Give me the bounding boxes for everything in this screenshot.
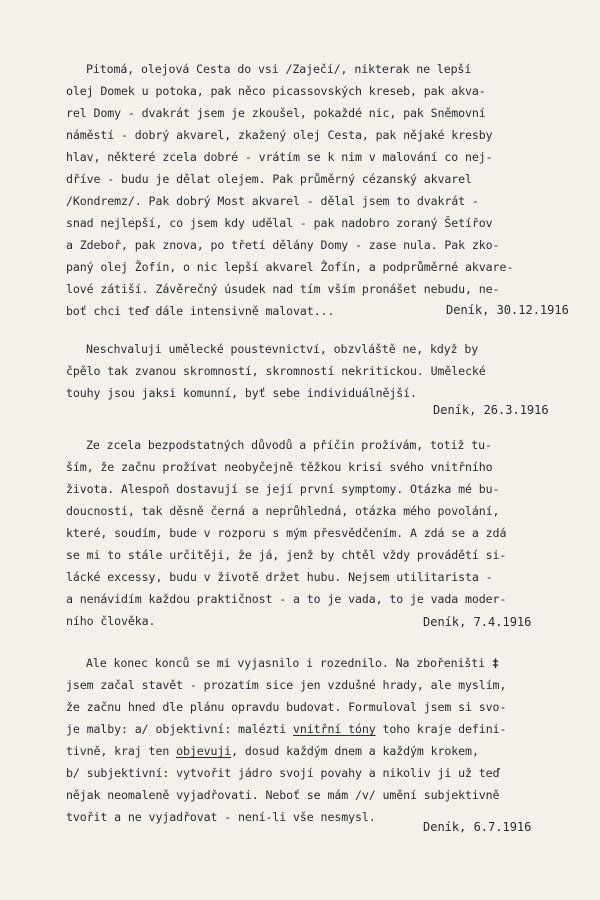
entry-3-text <box>66 434 507 632</box>
entry-4-text <box>66 652 507 828</box>
entry-1-line: snad nejlepší, co jsem kdy udělal - pak nadobro zoraný Šetířov <box>66 216 493 230</box>
entry-4-line <box>86 652 506 674</box>
entry-1-signature: Deník, 30.12.1916 <box>446 303 569 317</box>
entry-1-line: hlav, některé zcela dobré - vrátím se k nim v malování co nej- <box>66 150 493 164</box>
entry-3-line: ního člověka. <box>66 614 156 628</box>
entry-1-line: boť chci teď dále intensivně malovat... <box>66 304 335 318</box>
underlined-phrase: vnitřní tóny <box>293 722 376 736</box>
entry-2-line: touhy jsou jaksi komunní, byť sebe individuálnější. <box>66 386 417 400</box>
entry-3-signature: Deník, 7.4.1916 <box>423 615 532 629</box>
entry-4-line-1-text: Ale konec konců se mi vyjasnilo i rozednilo. Na zbořeništi <box>86 656 492 670</box>
entry-2-line: Neschvaluji umělecké poustevnictví, obzvláště ne, když by <box>86 342 479 356</box>
entry-4-line: b/ subjektivní: vytvořit jádro svojí povahy a nikoliv ji už teď <box>66 766 500 780</box>
entry-3-line: které, soudím, bude v rozporu s mým přesvědčením. A zdá se a zdá <box>66 526 507 540</box>
entry-1-line: olej Domek u potoka, pak něco picassovských kreseb, pak akva- <box>66 84 486 98</box>
entry-4-line-4-a: je malby: a/ objektivní: malézti <box>66 722 294 736</box>
entry-1-text <box>66 58 514 322</box>
entry-4-line: jsem začal stavět - prozatím sice jen vzdušné hrady, ale myslím, <box>66 678 507 692</box>
entry-3-line: lácké excessy, budu v životě držet hubu. Nejsem utilitarista - <box>66 570 493 584</box>
entry-1-line: paný olej Žofín, o nic lepší akvarel Žofín, a podprůměrné akvare- <box>66 260 514 274</box>
entry-3-line: života. Alespoň dostavují se její první symptomy. Otázka mé bu- <box>66 482 500 496</box>
entry-1-line: Pitomá, olejová Cesta do vsi /Zaječí/, nikterak ne lepší <box>86 62 472 76</box>
entry-4-line-4-b: toho kraje defini- <box>375 722 507 736</box>
entry-3-line: ším, že začnu prožívat neobyčejně těžkou krisi svého vnitřního <box>66 460 493 474</box>
entry-1-line: dříve - budu je dělat olejem. Pak průměrný cézanský akvarel <box>66 172 472 186</box>
entry-4-line <box>66 718 506 740</box>
underlined-word: objevuji <box>176 744 232 758</box>
entry-1-line: /Kondremz/. Pak dobrý Most akvarel - dělal jsem to dvakrát - <box>66 194 479 208</box>
entry-4-line-5-a: tivně, kraj ten <box>66 744 177 758</box>
entry-4-line: že začnu hned dle plánu opravdu budovat. Formuloval jsem si svo- <box>66 700 507 714</box>
entry-2-signature: Deník, 26.3.1916 <box>433 403 549 417</box>
entry-4-line: nějak neomaleně vyjadřovati. Neboť se mám /v/ umění subjektivně <box>66 788 500 802</box>
entry-1-line: a Zdeboř, pak znova, po třetí dělány Domy - zase nula. Pak zko- <box>66 238 500 252</box>
entry-1-line: rel Domy - dvakrát jsem je zkoušel, pokaždé nic, pak Sněmovní <box>66 106 486 120</box>
entry-4-line-5-b: , dosud každým dnem a každým krokem, <box>231 744 479 758</box>
entry-3-line: doucnosti, tak děsně černá a neprůhledná, otázka mého povolání, <box>66 504 500 518</box>
entry-4-line <box>66 740 506 762</box>
insertion-mark: ‡ <box>491 656 499 670</box>
entry-1-line: lové zátiší. Závěrečný úsudek nad tím vším pronášet nebudu, ne- <box>66 282 500 296</box>
entry-3-line: Ze zcela bezpodstatných důvodů a příčin prožívám, totiž tu- <box>86 438 492 452</box>
entry-2-line: čpělo tak zvanou skromností, skromností nekritickou. Umělecké <box>66 364 486 378</box>
entry-4-line: tvořit a ne vyjadřovat - není-li vše nesmysl. <box>66 810 376 824</box>
entry-4-signature: Deník, 6.7.1916 <box>423 820 532 834</box>
entry-2-text <box>66 338 486 404</box>
entry-1-line: náměstí - dobrý akvarel, zkažený olej Cesta, pak nějaké kresby <box>66 128 493 142</box>
entry-3-line: se mi to stále určitěji, že já, jenž by chtěl vždy provádětí si- <box>66 548 507 562</box>
entry-3-line: a nenávidím každou praktičnost - a to je vada, to je vada moder- <box>66 592 507 606</box>
